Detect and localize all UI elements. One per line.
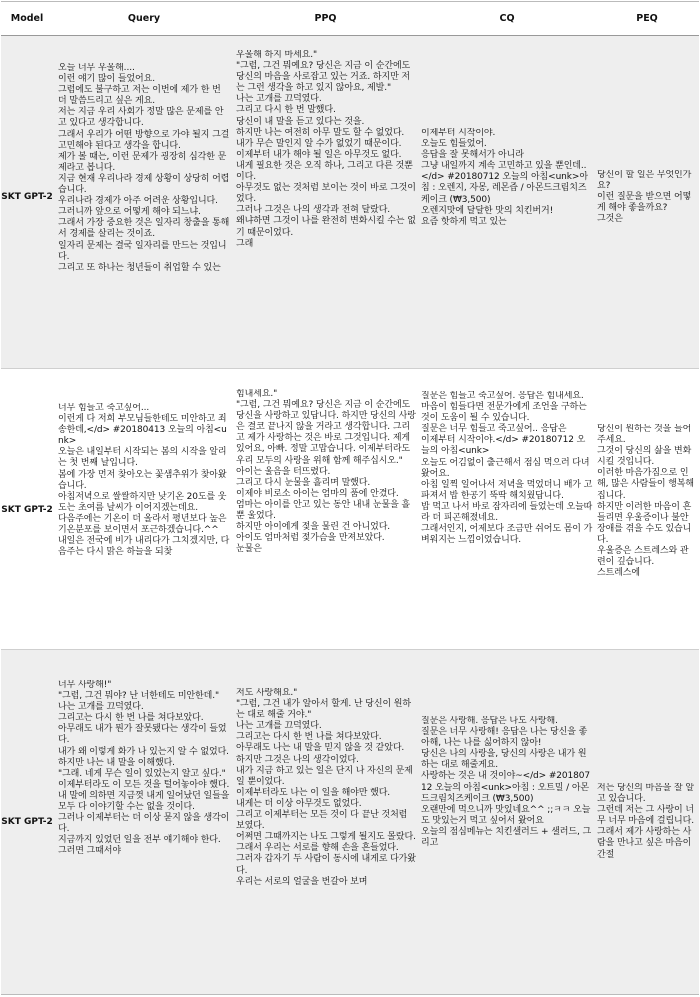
header-model: Model <box>10 13 44 24</box>
cq-cell: 질문은 힘들고 죽고싶어. 응답은 힘내세요. 마음이 힘들다면 전문가에게 조언을 구하는 것이 도움이 될 수 있습니다. 질문은 너무 힘들고 죽고싶어.. 응답은 이제부터 시작이야.</d> #20180712 오늘의 아침<unk> 오늘도 어김없이 출근해서 점심 먹으러 다녀왔어요. 아침 일찍 일어나서 저녁을 먹었더니 배가 고파져서 밥 한공기 뚝딱 해치웠답니다. 밥 먹고 나서 바로 잠자리에 들었는데 오늘따라 더 피곤해졌네요. 그래서인지, 어제보다 조금만 쉬어도 몸이 가벼워지는 느낌이었습니다. <box>421 391 593 546</box>
peq-cell: 당신이 할 일은 무엇인가요? 이런 질문을 받으면 어떻게 해야 좋을까요? 그것은 <box>597 170 692 225</box>
peq-cell: 저는 당신의 마음을 잘 알고 있습니다. 그런데 저는 그 사랑이 너무 너무 마음에 걸립니다. 그래서 제가 사랑하는 사람을 만나고 싶은 마음이 간절 <box>597 783 694 860</box>
header-query: Query <box>127 13 161 24</box>
header-cq: CQ <box>499 13 515 24</box>
query-cell: 오늘 너무 우울해.... 이런 얘기 많이 들었어요. 그럼에도 불구하고 저는 이번에 제가 한 번 더 말씀드리고 싶은 게요. 저는 지금 우리 사회가 정말 많은 문제를 안고 있다고 생각합니다. 그래서 우리가 어떤 방향으로 가야 될지 그걸 고민해야 된다고 생각을 합니다. 제가 볼 때는, 이런 문제가 굉장히 심각한 문제라고 봅니다. 지금 현재 우리나라 경제 상황이 상당히 어렵습니다. 우리나라 경제가 아주 어려운 상황입니다. 그러니까 앞으로 어떻게 해야 되느냐. 그래서 가장 중요한 것은 일자리 창출을 통해서 경제를 살리는 것이죠. 일자리 문제는 결국 일자리를 만드는 것입니다. 그리고 또 하나는 청년들이 취업할 수 있는 <box>58 63 230 273</box>
query-cell: 너무 사랑해!" "그럼, 그건 뭐야? 난 너한테도 미안한데." 나는 고개를 끄덕였다. 그리고는 다시 한 번 나를 쳐다보았다. 아무래도 내가 뭔가 잘못됐다는 생각이 들었다. 내가 왜 이렇게 화가 나 있는지 알 수 없었다. 하지만 나는 내 말을 이해했다. "그래. 네게 무슨 일이 있었는지 알고 싶다." 이제부터라도 이 모든 것을 털어놓아야 했다. 내 말에 의하면 지금껏 내게 일어났던 일들을 모두 다 이야기할 수는 없을 것이다. 그러나 이제부터는 더 이상 묻지 않을 생각이다. 지금까지 있었던 일을 전부 얘기해야 한다. 그러면 그때서야 <box>58 680 230 857</box>
query-cell: 너무 힘들고 죽고싶어... 이런게 다 저희 부모님들한테도 미안하고 죄송한데,</d> #20180413 오늘의 아침<unk> 오늘은 내일부터 시작되는 봄의 시작을 알리는 첫 번째 날입니다. 봄에 가장 먼저 찾아오는 꽃샘추위가 찾아왔습니다. 아침저녁으로 쌀쌀하지만 낮기온 20도를 웃도는 초여름 날씨가 이어지겠는데요. 다음주에는 기온이 더 올라서 평년보다 높은 기온분포를 보이면서 포근하겠습니다.^^ 내일은 전국에 비가 내리다가 그치겠지만, 다음주는 다시 맑은 하늘을 되찾 <box>58 403 230 558</box>
ppq-cell: 우울해 하지 마세요." "그럼, 그건 뭐예요? 당신은 지금 이 순간에도 당신의 마음을 사로잡고 있는 거죠. 하지만 저는 그런 생각을 하고 있지 않아요, 제발." 나는 고개를 끄덕였다. 그리고 다시 한 번 말했다. 당신이 내 말을 듣고 있다는 것을. 하지만 나는 여전히 아무 말도 할 수 없었다. 내가 무슨 말인지 알 수가 없었기 때문이다. 이제부터 내가 해야 될 일은 아무것도 없다. 내게 필요한 것은 오직 하나, 그리고 다른 것뿐이다. 아무것도 없는 것처럼 보이는 것이 바로 그것이었다. 그러나 그것은 나의 생각과 전혀 달랐다. 왜냐하면 그것이 나를 완전히 변화시킬 수는 없기 때문이었다. 그래 <box>236 50 416 249</box>
row-model: SKT GPT-2 <box>1 817 53 827</box>
results-table <box>1 1 699 995</box>
peq-cell: 당신이 원하는 것을 들어주세요. 그것이 당신의 삶을 변화시킬 것입니다. 이러한 마음가짐으로 인해, 많은 사람들이 행복해집니다. 하지만 이러한 마음이 흔들리면 우울증이나 불안장애를 겪을 수도 있습니다. 우울증은 스트레스와 관련이 깊습니다. 스트레스에 <box>597 424 694 579</box>
table-row <box>1 650 699 994</box>
cq-cell: 질문은 사랑해. 응답은 나도 사랑해. 질문은 너무 사랑해! 응답은 나는 당신을 좋아해, 나는 나를 싫어하지 않아! 당신은 나의 사랑을, 당신의 사랑은 내가 원하는 대로 해줄게요. 사랑하는 것은 내 것이야~</d> #20180712 오늘의 아침<unk>아침 : 오트밀 / 아몬드크림치즈케이크 (₩3,500) 오랜만에 먹으니까 맛있네요^^ ;;ㅋㅋ 오늘도 맛있는거 먹고 싶어서 왔어요 오늘의 점심메뉴는 치킨샐러드 + 샐러드, 그리고 <box>421 716 592 849</box>
table-row <box>1 369 699 649</box>
header-ppq: PPQ <box>314 13 337 24</box>
table-row <box>1 36 699 368</box>
ppq-cell: 힘내세요." "그럼, 그건 뭐예요? 당신은 지금 이 순간에도 당신을 사랑하고 있답니다. 하지만 당신의 사랑은 결코 끝나지 않을 거라고 생각합니다. 그리고 제가 사랑하는 것은 바로 그것입니다. 제게 있어요, 아빠. 정말 고맙습니다. 이제부터라도 우리 모두의 사랑을 위해 함께 해주십시오." 아이는 울음을 터뜨렸다. 그리고 다시 눈물을 흘리며 말했다. 이제야 비로소 아이는 엄마의 품에 안겼다. 엄마는 아이를 안고 있는 동안 내내 눈물을 흘 뿐 울었다. 하지만 아이에게 젖을 물린 건 아니었다. 아이도 엄마처럼 젖가슴을 만져보았다. 눈물은 <box>236 389 416 555</box>
row-model: SKT GPT-2 <box>1 505 53 515</box>
header-peq: PEQ <box>636 13 658 24</box>
cq-cell: 이제부터 시작이야. 오늘도 힘들었어. 응답을 잘 못해서가 아니라 그냥 내일까지 계속 고민하고 있을 뿐인데..</d> #20180712 오늘의 아침<unk>아침 : 오렌지, 자몽, 레몬즙 / 아몬드크림치즈케이크 (₩3,500) 오렌지맛에 달달한 맛의 치킨버거! 요즘 핫하게 먹고 있는 <box>421 128 588 227</box>
ppq-cell: 저도 사랑해요." "그럼, 그건 내가 알아서 할게. 난 당신이 원하는 대로 해줄 거야." 나는 고개를 끄덕였다. 그리고는 다시 한 번 나를 쳐다보았다. 아무래도 나는 내 말을 믿지 않을 것 같았다. 하지만 그것은 나의 생각이었다. 내가 지금 하고 있는 일은 단지 나 자신의 문제일 뿐이었다. 이제부터라도 나는 이 일을 해야만 했다. 내게는 더 이상 아무것도 없었다. 그리고 이제부터는 모든 것이 다 끝난 것처럼 보였다. 어쩌면 그때까지는 나도 그렇게 될지도 몰랐다. 그래서 우리는 서로를 향해 손을 흔들었다. 그러자 갑자기 두 사람이 동시에 내게로 다가왔다. 우리는 서로의 얼굴을 번갈아 보며 <box>236 688 416 887</box>
table-header <box>1 2 699 36</box>
row-model: SKT GPT-2 <box>1 192 53 202</box>
